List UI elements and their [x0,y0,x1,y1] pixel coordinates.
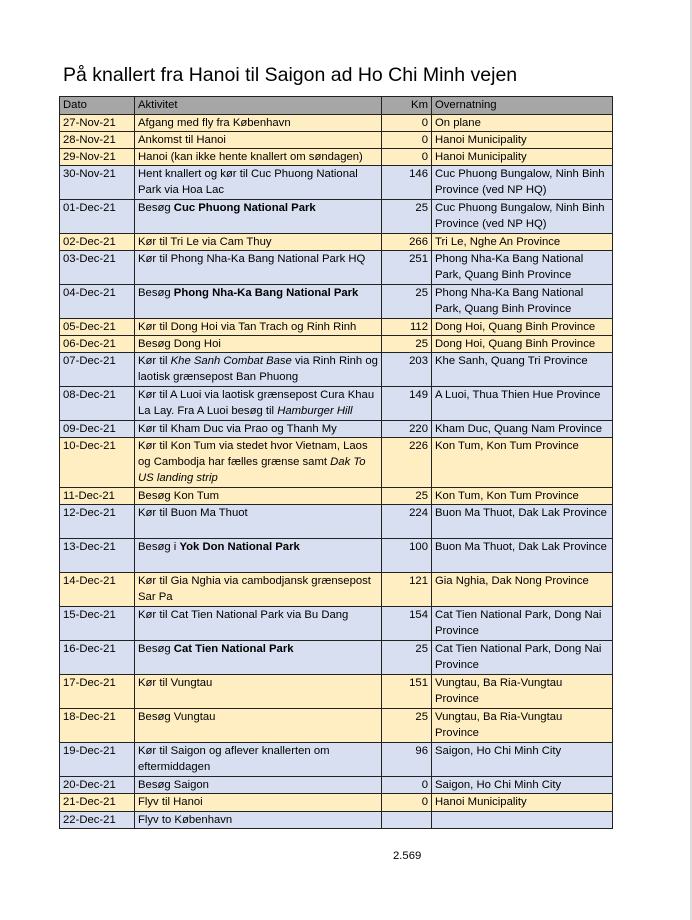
activity-text: Kør til Vungtau [138,677,213,689]
activity-text: Kør til Saigon og aflever knallerten om eftermiddagen [138,745,330,773]
table-row [60,505,613,539]
activity-cell [135,285,382,319]
table-row [60,607,613,641]
overnight-cell: A Luoi, Thua Thien Hue Province [432,387,613,421]
km-cell: 226 [382,438,432,488]
activity-text: Kør til A Luoi via laotisk grænsepost Cura Khau La Lay. Fra A Luoi besøg til [138,389,375,417]
activity-text: Besøg i [138,541,180,553]
km-cell: 25 [382,336,432,353]
activity-cell [135,115,382,132]
table-row [60,149,613,166]
activity-text: Phong Nha-Ka Bang National Park [173,287,359,299]
table-row [60,166,613,200]
activity-text: Kør til Buon Ma Thuot [138,507,248,519]
activity-text: Kør til Kon Tum via stedet hvor Vietnam, Laos og Cambodja har fælles grænse samt [138,440,368,468]
table-row [60,488,613,505]
activity-text: Besøg [138,643,174,655]
activity-text: Afgang med fly fra København [138,117,291,129]
date-cell: 30-Nov-21 [60,166,135,200]
activity-cell [135,336,382,353]
activity-text: Kør til Phong Nha-Ka Bang National Park HQ [138,253,366,265]
activity-text: Kør til [138,355,171,367]
activity-cell [135,573,382,607]
activity-cell [135,421,382,438]
km-cell: 149 [382,387,432,421]
overnight-cell: Tri Le, Nghe An Province [432,234,613,251]
overnight-cell: Kon Tum, Kon Tum Province [432,438,613,488]
activity-cell [135,641,382,675]
date-cell: 03-Dec-21 [60,251,135,285]
km-cell: 0 [382,149,432,166]
overnight-cell: Hanoi Municipality [432,132,613,149]
activity-text: Besøg Kon Tum [138,490,219,502]
overnight-cell: Gia Nghia, Dak Nong Province [432,573,613,607]
km-cell: 154 [382,607,432,641]
activity-text: Hanoi (kan ikke hente knallert om søndagen) [138,151,363,163]
overnight-cell: Vungtau, Ba Ria-Vungtau Province [432,675,613,709]
table-row [60,387,613,421]
activity-text: Flyv to København [138,814,233,826]
table-row [60,353,613,387]
date-cell: 04-Dec-21 [60,285,135,319]
date-cell: 20-Dec-21 [60,777,135,794]
activity-cell [135,200,382,234]
date-cell: 29-Nov-21 [60,149,135,166]
table-row [60,777,613,794]
activity-cell [135,675,382,709]
activity-cell [135,607,382,641]
km-cell: 0 [382,115,432,132]
activity-text: Khe Sanh Combat Base [170,355,292,367]
date-cell: 16-Dec-21 [60,641,135,675]
header-row [60,97,613,115]
km-cell: 266 [382,234,432,251]
activity-text: Besøg Dong Hoi [138,338,221,350]
km-cell: 203 [382,353,432,387]
table-row [60,200,613,234]
overnight-cell: Saigon, Ho Chi Minh City [432,743,613,777]
date-cell: 14-Dec-21 [60,573,135,607]
table-row [60,794,613,812]
overnight-cell: Khe Sanh, Quang Tri Province [432,353,613,387]
km-cell: 146 [382,166,432,200]
activity-cell [135,149,382,166]
header-date: Dato [60,97,135,115]
overnight-cell: Cat Tien National Park, Dong Nai Province [432,641,613,675]
activity-text: Cuc Phuong National Park [173,202,316,214]
date-cell: 12-Dec-21 [60,505,135,539]
date-cell: 11-Dec-21 [60,488,135,505]
km-cell: 0 [382,132,432,149]
overnight-cell: Cat Tien National Park, Dong Nai Province [432,607,613,641]
date-cell: 10-Dec-21 [60,438,135,488]
km-cell: 224 [382,505,432,539]
km-cell: 112 [382,319,432,336]
activity-cell [135,505,382,539]
km-cell: 25 [382,285,432,319]
activity-text: Flyv til Hanoi [138,796,203,808]
activity-cell [135,539,382,573]
activity-text: Besøg Vungtau [138,711,216,723]
activity-cell [135,234,382,251]
overnight-cell: Cuc Phuong Bungalow, Ninh Binh Province (ved NP HQ) [432,166,613,200]
overnight-cell: Buon Ma Thuot, Dak Lak Province [432,505,613,539]
header-activity: Aktivitet [135,97,382,115]
table-row [60,743,613,777]
activity-text: Cat Tien National Park [173,643,294,655]
activity-cell [135,743,382,777]
date-cell: 28-Nov-21 [60,132,135,149]
km-cell: 251 [382,251,432,285]
table-row [60,675,613,709]
table-row [60,319,613,336]
itinerary-table [59,96,613,829]
date-cell: 02-Dec-21 [60,234,135,251]
activity-text: Besøg Saigon [138,779,209,791]
activity-text: Kør til Dong Hoi via Tan Trach og Rinh Rinh [138,321,357,333]
document-title: På knallert fra Hanoi til Saigon ad Ho Chi Minh vejen [63,64,518,86]
activity-cell [135,132,382,149]
table-row [60,812,613,829]
activity-cell [135,438,382,488]
overnight-cell: Buon Ma Thuot, Dak Lak Province [432,539,613,573]
km-cell: 100 [382,539,432,573]
overnight-cell: Hanoi Municipality [432,149,613,166]
overnight-cell: Hanoi Municipality [432,794,613,812]
km-cell: 25 [382,641,432,675]
km-cell: 0 [382,777,432,794]
activity-text: Hent knallert og kør til Cuc Phuong National Park via Hoa Lac [138,168,358,196]
km-cell: 25 [382,200,432,234]
activity-text: Dak To US landing strip [138,456,366,484]
overnight-cell: Dong Hoi, Quang Binh Province [432,319,613,336]
activity-text: Hamburger Hill [277,405,353,417]
table-row [60,573,613,607]
km-cell [382,812,432,829]
table-row [60,438,613,488]
km-cell: 25 [382,488,432,505]
date-cell: 09-Dec-21 [60,421,135,438]
activity-text: Kør til Kham Duc via Prao og Thanh My [138,423,337,435]
date-cell: 01-Dec-21 [60,200,135,234]
overnight-cell [432,812,613,829]
date-cell: 05-Dec-21 [60,319,135,336]
date-cell: 21-Dec-21 [60,794,135,812]
km-cell: 25 [382,709,432,743]
activity-cell [135,794,382,812]
overnight-cell: On plane [432,115,613,132]
table-row [60,336,613,353]
date-cell: 18-Dec-21 [60,709,135,743]
overnight-cell: Cuc Phuong Bungalow, Ninh Binh Province (ved NP HQ) [432,200,613,234]
date-cell: 17-Dec-21 [60,675,135,709]
activity-cell [135,166,382,200]
table-row [60,115,613,132]
activity-cell [135,709,382,743]
activity-cell [135,387,382,421]
activity-cell [135,353,382,387]
date-cell: 27-Nov-21 [60,115,135,132]
date-cell: 19-Dec-21 [60,743,135,777]
header-km: Km [382,97,432,115]
table-row [60,234,613,251]
table-row [60,709,613,743]
activity-text: Yok Don National Park [179,541,300,553]
date-cell: 06-Dec-21 [60,336,135,353]
overnight-cell: Saigon, Ho Chi Minh City [432,777,613,794]
table-row [60,132,613,149]
overnight-cell: Kham Duc, Quang Nam Province [432,421,613,438]
km-cell: 0 [382,794,432,812]
km-cell: 96 [382,743,432,777]
activity-text: via Rinh Rinh og laotisk grænsepost Ban Phuong [138,355,378,383]
total-km: 2.569 [393,850,422,862]
activity-text: Kør til Tri Le via Cam Thuy [138,236,272,248]
activity-text: Besøg [138,202,174,214]
table-row [60,251,613,285]
overnight-cell: Phong Nha-Ka Bang National Park, Quang Binh Province [432,251,613,285]
overnight-cell: Kon Tum, Kon Tum Province [432,488,613,505]
activity-cell [135,488,382,505]
date-cell: 08-Dec-21 [60,387,135,421]
activity-cell [135,812,382,829]
overnight-cell: Dong Hoi, Quang Binh Province [432,336,613,353]
table-row [60,421,613,438]
date-cell: 07-Dec-21 [60,353,135,387]
km-cell: 220 [382,421,432,438]
activity-text: Kør til Cat Tien National Park via Bu Dang [138,609,349,621]
activity-cell [135,777,382,794]
km-cell: 121 [382,573,432,607]
date-cell: 22-Dec-21 [60,812,135,829]
activity-cell [135,251,382,285]
activity-text: Kør til Gia Nghia via cambodjansk grænsepost Sar Pa [138,575,371,603]
activity-cell [135,319,382,336]
date-cell: 13-Dec-21 [60,539,135,573]
overnight-cell: Vungtau, Ba Ria-Vungtau Province [432,709,613,743]
header-overnight: Overnatning [432,97,613,115]
overnight-cell: Phong Nha-Ka Bang National Park, Quang Binh Province [432,285,613,319]
activity-text: Besøg [138,287,174,299]
table-row [60,539,613,573]
km-cell: 151 [382,675,432,709]
table-row [60,641,613,675]
activity-text: Ankomst til Hanoi [138,134,226,146]
table-row [60,285,613,319]
date-cell: 15-Dec-21 [60,607,135,641]
